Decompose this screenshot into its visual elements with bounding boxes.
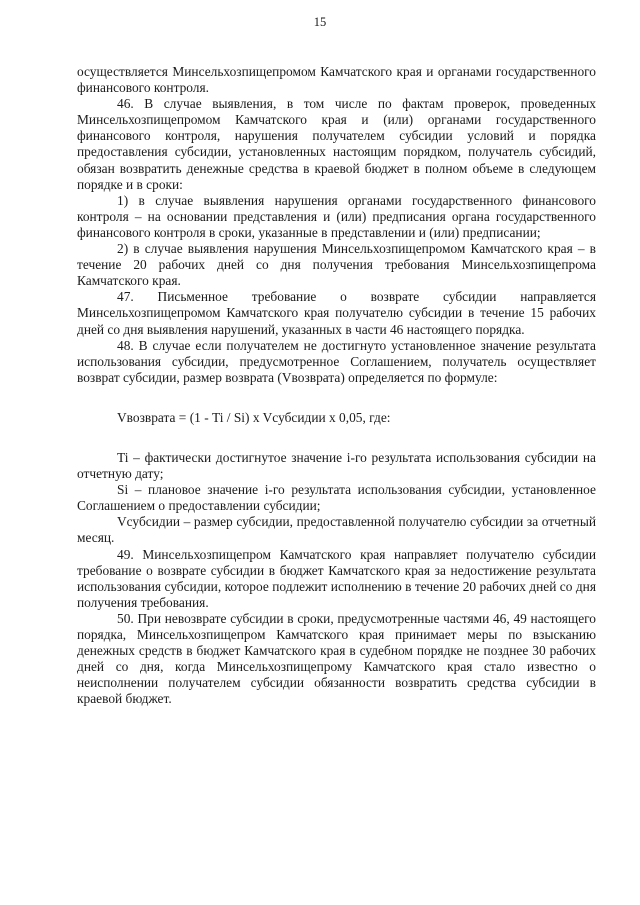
paragraph-47: 47. Письменное требование о возврате субсидии направляется Минсельхозпищепромом Камчатского края получателю субсидии в течение 15 рабочих дней со дня выявления нарушений, указанных в части 46 настоящего порядка. bbox=[77, 289, 596, 337]
paragraph-49: 49. Минсельхозпищепром Камчатского края направляет получателю субсидии требование о возврате субсидии в бюджет Камчатского края за недостижение результата использования субсидии, которое подлежит исполнению в течение 20 рабочих дней со дня получения требования. bbox=[77, 546, 596, 610]
paragraph-continuation: осуществляется Минсельхозпищепромом Камчатского края и органами государственного финансового контроля. bbox=[77, 64, 596, 96]
definition-vsubsidy: Vсубсидии – размер субсидии, предоставленной получателю субсидии за отчетный месяц. bbox=[77, 514, 596, 546]
definition-ti: Ti – фактически достигнутое значение i-го результата использования субсидии на отчетную дату; bbox=[77, 449, 596, 482]
page-number: 15 bbox=[313, 15, 327, 29]
refund-formula: Vвозврата = (1 - Ti / Si) x Vсубсидии x 0,05, где: bbox=[117, 409, 391, 425]
paragraph-50: 50. При невозврате субсидии в сроки, предусмотренные частями 46, 49 настоящего порядка, Минсельхозпищепром Камчатского края принимает меры по взысканию денежных средств в бюджет Камчатского края в судебном порядке не позднее 30 рабочих дней со дня, когда Минсельхозпищепрому Камчатского края стало известно о неисполнении получателем субсидии обязанности возвратить средства субсидии в краевой бюджет. bbox=[77, 610, 596, 707]
document-body bbox=[77, 64, 596, 707]
paragraph-46-item-2: 2) в случае выявления нарушения Минсельхозпищепромом Камчатского края – в течение 20 рабочих дней со дня получения требования Минсельхозпищепрома Камчатского края. bbox=[77, 241, 596, 289]
paragraph-46: 46. В случае выявления, в том числе по фактам проверок, проведенных Минсельхозпищепромом Камчатского края и (или) органами государственного финансового контроля, нарушения получателем субсидии условий и порядка предоставления субсидии, установленных настоящим порядком, получатель субсидий, обязан возвратить денежные средства в краевой бюджет в полном объеме в следующем порядке и в сроки: bbox=[77, 96, 596, 192]
paragraph-48: 48. В случае если получателем не достигнуто установленное значение результата использования субсидии, предусмотренное Соглашением, получатель осуществляет возврат субсидии, размер возврата (Vвозврата) определяется по формуле: bbox=[77, 337, 596, 385]
definition-si: Si – плановое значение i-го результата использования субсидии, установленное Соглашением о предоставлении субсидии; bbox=[77, 482, 596, 514]
paragraph-46-item-1: 1) в случае выявления нарушения органами государственного финансового контроля – на основании представления и (или) предписания органа государственного финансового контроля в сроки, указанные в представлении и (или) предписании; bbox=[77, 192, 596, 240]
